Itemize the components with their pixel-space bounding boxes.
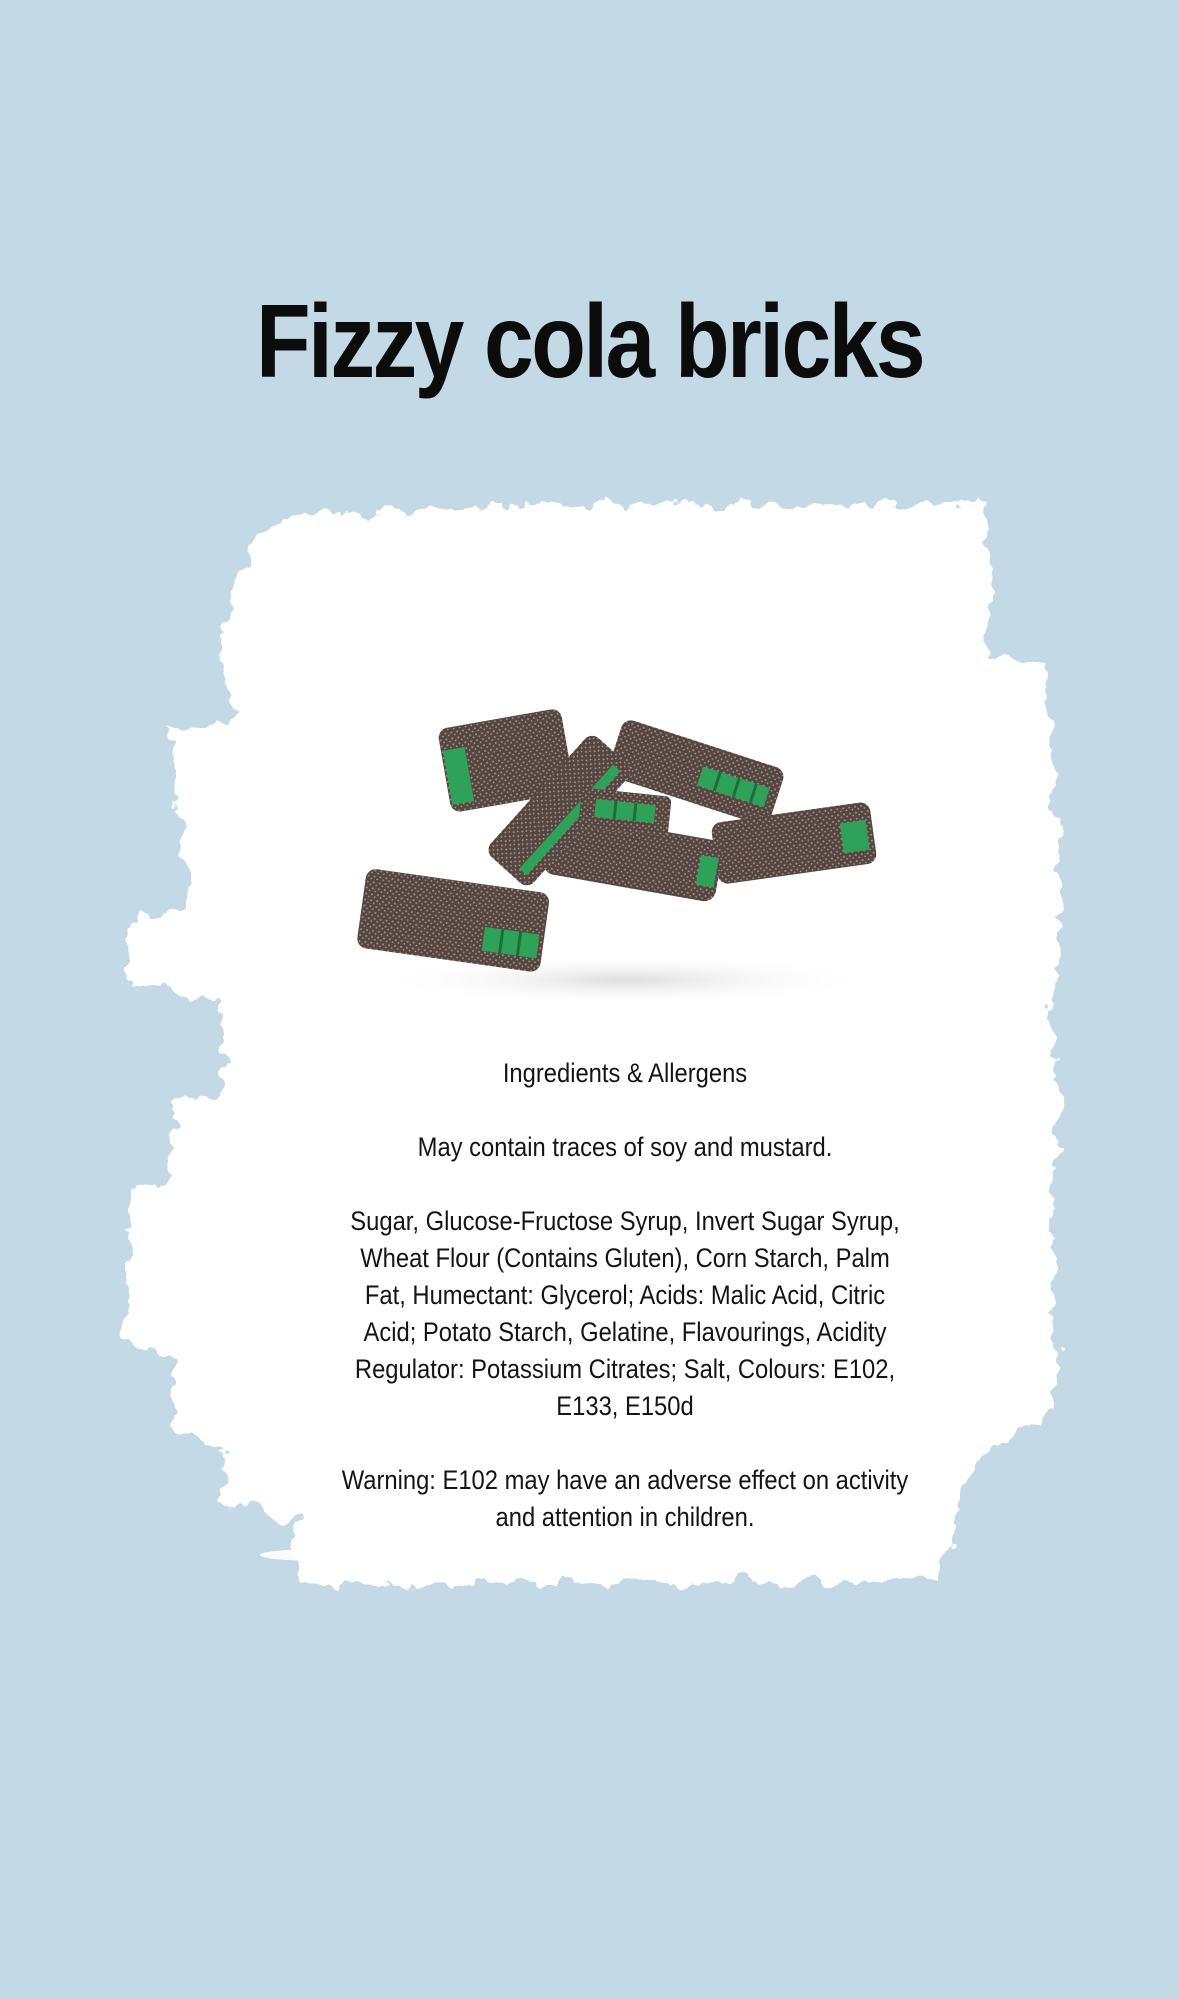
allergen-note: May contain traces of soy and mustard. <box>417 1132 833 1162</box>
warning-text: Warning: E102 may have an adverse effect on activity and attention in children. <box>341 1465 909 1532</box>
candy-photo <box>355 700 895 1010</box>
ingredients-list: Sugar, Glucose-Fructose Syrup, Invert Sugar Syrup, Wheat Flour (Contains Gluten), Corn Starch, Palm Fat, Humectant: Glycerol; Acids: Malic Acid, Citric Acid; Potato Starch, Gelatine, Flavourings, Acidity Regulator: Potassium Citrates; Salt, Colours: E102, E133, E150d <box>350 1206 900 1421</box>
ingredients-panel <box>339 1055 911 1536</box>
page-title: Fizzy cola bricks <box>255 284 923 400</box>
ingredients-heading: Ingredients & Allergens <box>502 1058 748 1088</box>
